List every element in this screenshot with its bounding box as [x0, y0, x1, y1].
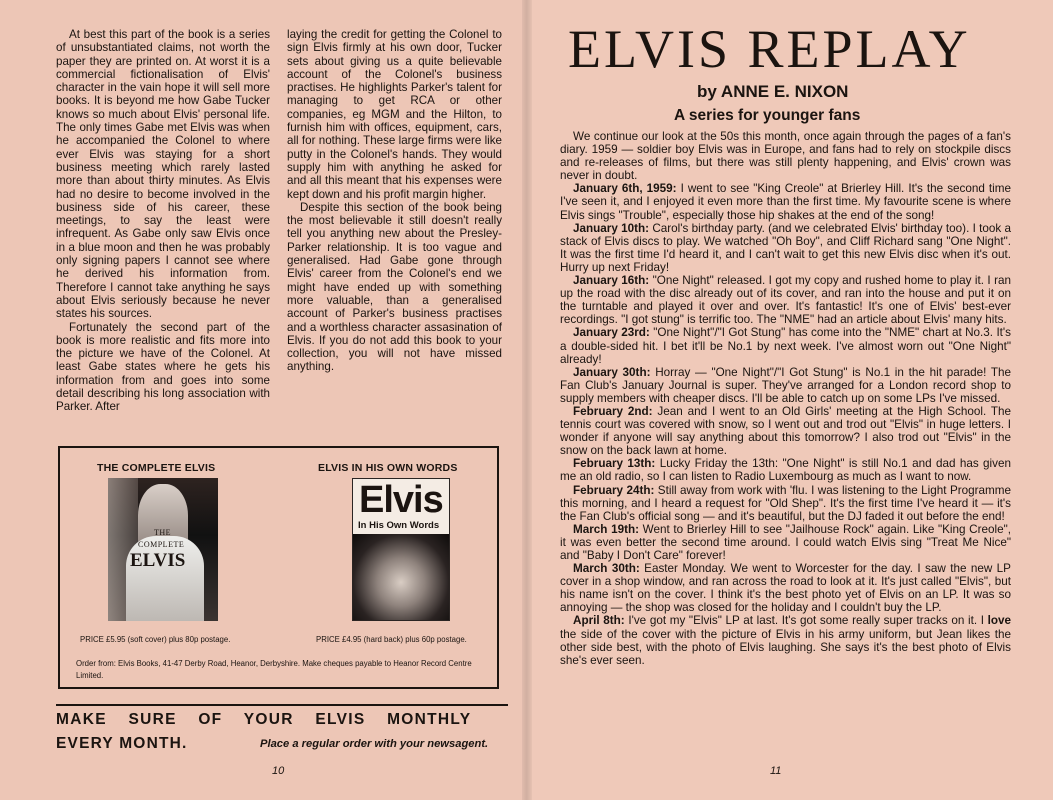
diary-text: the side of the cover with the picture of Elvis in his army uniform, but Jean likes the other side best, with the photo of Elvis laughing. She says it's the best photo of Elvis she's ever seen. — [560, 627, 1011, 667]
diary-date: January 6th, 1959: — [573, 182, 677, 196]
diary-text: Went to Brierley Hill to see "Jailhouse Rock" again. Like "King Creole", it was even better the second time around. I could watch Elvis sing "Treat Me Nice" and "Baby I Don't Care" forever! — [560, 522, 1011, 562]
diary-date: February 2nd: — [573, 404, 653, 418]
page-gutter — [522, 0, 532, 800]
diary-text: Easter Monday. We went to Worcester for the day. I saw the new LP cover in a shop window, and ran across the road to look at it. It's just called "Elvis", but his name isn't on the cover. I think it's the best photo yet of Elvis on an LP. It was so annoying — the shop was closed for the holiday and I couldn't buy the LP. — [560, 562, 1011, 615]
ad-book2-price: PRICE £4.95 (hard back) plus 60p postage. — [316, 635, 467, 644]
diary-date: January 23rd: — [573, 326, 650, 340]
review-column-a — [56, 28, 270, 414]
diary-date: January 10th: — [573, 221, 650, 235]
diary-text: Carol's birthday party. (and we celebrated Elvis' birthday too). I took a stack of Elvis discs to play. We watched "Oh Boy", and Cliff Richard sang "One Night". It was the first time I'd heard it, and I can't wait to get this new Elvis disc when it's out. Hurry up next Friday! — [560, 221, 1012, 274]
diary-text: Still away from work with 'flu. I was listening to the Light Programme this morning, and I heard a request for "Old Shep". It's the first time I've heard it — it's the Fan Club's official song — and it's beautiful, but the DJ faded it out before the end! — [560, 483, 1011, 523]
diary-emphasis: love — [987, 614, 1011, 628]
diary-entry — [560, 614, 1011, 666]
ad-book1-title: THE COMPLETE ELVIS — [97, 462, 216, 474]
cover-text: THE — [154, 528, 172, 537]
review-paragraph: At best this part of the book is a series of unsubstantiated claims, not worth the paper they are printed on. At worst it is a commercial fictionalisation of Elvis' character in the vain hope it will sell more books. It is beyond me how Gabe Tucker knows so much about Elvis' personal life. The only times Gabe met Elvis was when he accompanied the Colonel to where ever Elvis was staying for a short business meeting which rarely lasted more than about thirty minutes. As Elvis had no desire to become involved in the business side of his career, these meetings, to say the least were infrequent. As Gabe only saw Elvis once in a blue moon and then he was probably only signing papers I cannot see where he derived his information from. Therefore I cannot take anything he says about Elvis seriously because he never states his sources. — [56, 28, 270, 321]
divider — [56, 704, 508, 706]
diary-date: January 16th: — [573, 274, 650, 288]
page-number: 10 — [272, 765, 285, 777]
cover-text: COMPLETE — [138, 540, 185, 549]
diary-entry — [560, 484, 1011, 523]
diary-text: Jean and I went to an Old Girls' meeting at the High School. The tennis court was covered with snow, so I went out and trod out "Elvis" in huge letters. I wonder if anyone will say anything about this tomorrow? I also trod out "Elvis" in the snow on the back lawn at home. — [560, 404, 1011, 458]
diary-article-body — [560, 130, 1011, 667]
ad-book2-title: ELVIS IN HIS OWN WORDS — [318, 462, 458, 474]
review-paragraph: laying the credit for getting the Colonel to sign Elvis firmly at his own door, Tucker sets about giving us a quite believable account of the Colonel's business practises. He highlights Parker's talent for managing to get RCA or other companies, eg MGM and the Hilton, to furnish him with offices, equipment, cars, all for nothing. These large firms were like putty in the Colonel's hands. They would supply him with anything he asked for and all this meant that his expenses were kept down and his profit margin higher. — [287, 28, 502, 201]
book-advertisement — [58, 446, 499, 689]
diary-entry — [560, 182, 1011, 221]
diary-date: April 8th: — [573, 614, 625, 628]
cover-text: Elvis — [359, 479, 443, 521]
diary-date: March 19th: — [573, 522, 639, 536]
cover-text: In His Own Words — [358, 520, 440, 531]
review-paragraph: Fortunately the second part of the book is more realistic and fits more into the picture we have of the Colonel. At least Gabe states where he gets his information from and goes into some detail describing his long association with Parker. After — [56, 320, 270, 414]
diary-entry — [560, 222, 1011, 274]
diary-entry — [560, 274, 1011, 326]
diary-entry — [560, 366, 1011, 405]
subscription-promo-headline: MAKE SURE OF YOUR ELVIS MONTHLY — [56, 711, 472, 728]
diary-date: February 13th: — [573, 457, 656, 471]
ad-book1-price: PRICE £5.95 (soft cover) plus 80p postage. — [80, 635, 231, 644]
diary-entry — [560, 326, 1011, 365]
cover-text: ELVIS — [130, 550, 186, 571]
page-number: 11 — [770, 765, 782, 777]
diary-text: Horray — "One Night"/"I Got Stung" is No.1 in the hit parade! The Fan Club's January Journal is super. They've arranged for a London record shop to supply members with cheaper discs. I'll be able to catch up on some LPs I've missed. — [560, 365, 1011, 405]
diary-text: "One Night"/"I Got Stung" has come into the "NME" chart at No.3. It's a double-sided hit. I bet it'll be No.1 by next week. I've almost worn out "One Night" already! — [560, 326, 1012, 366]
diary-entry — [560, 457, 1011, 483]
article-byline: by ANNE E. NIXON — [697, 82, 849, 101]
review-paragraph: Despite this section of the book being the most believable it still doesn't really tell you anything new about the Presley-Parker relationship. It is too vague and generalised. Had Gabe gone through Elvis' career from the Colonel's end we might have ended up with something more valuable, than a generalised account of Parker's business practises and a worthless character assasination of Elvis. If you do not add this book to your collection, you will not have missed anything. — [287, 200, 502, 374]
diary-entry — [560, 562, 1011, 614]
diary-entry — [560, 523, 1011, 562]
diary-text: "One Night" released. I got my copy and rushed home to play it. I ran up the road with the disc already out of its cover, and ran into the house and put it on the turntable and played it over and over. It's fantastic! It's one of Elvis' best-ever recordings. "I got stung" is terrific too. The "NME" had an article about Elvis' many hits. — [560, 274, 1011, 327]
diary-date: February 24th: — [573, 483, 655, 497]
elvis-own-words-cover-image — [352, 478, 450, 621]
diary-date: March 30th: — [573, 562, 640, 576]
subscription-promo-headline-2: EVERY MONTH. — [56, 735, 188, 752]
diary-entry — [560, 405, 1011, 457]
article-subtitle: A series for younger fans — [674, 107, 861, 124]
diary-text: Lucky Friday the 13th: "One Night" is still No.1 and dad has given me an old radio, so I can listen to Radio Luxembourg as much as I want to now. — [560, 457, 1011, 484]
complete-elvis-cover-image — [108, 478, 218, 621]
article-intro: We continue our look at the 50s this month, once again through the pages of a fan's diary. 1959 — soldier boy Elvis was in Europe, and fans had to rely on stockpile discs and re-releases of films, but there was still plenty happening, and Elvis' crown was never in doubt. — [560, 130, 1011, 183]
subscription-promo-note: Place a regular order with your newsagent. — [260, 738, 489, 750]
diary-text: I went to see "King Creole" at Brierley Hill. It's the second time I've seen it, and I enjoyed it even more than the first time. My favourite scene is where Elvis sings "Trouble", especially those hip shakes at the end of the song! — [560, 182, 1011, 222]
review-column-b — [287, 28, 502, 374]
ad-order-details: Order from: Elvis Books, 41-47 Derby Road, Heanor, Derbyshire. Make cheques payable to Heanor Record Centre Limited. — [76, 659, 472, 680]
article-title: ELVIS REPLAY — [568, 19, 971, 79]
diary-text: I've got my "Elvis" LP at last. It's got some really super tracks on it. I — [624, 614, 988, 628]
diary-date: January 30th: — [573, 365, 651, 379]
